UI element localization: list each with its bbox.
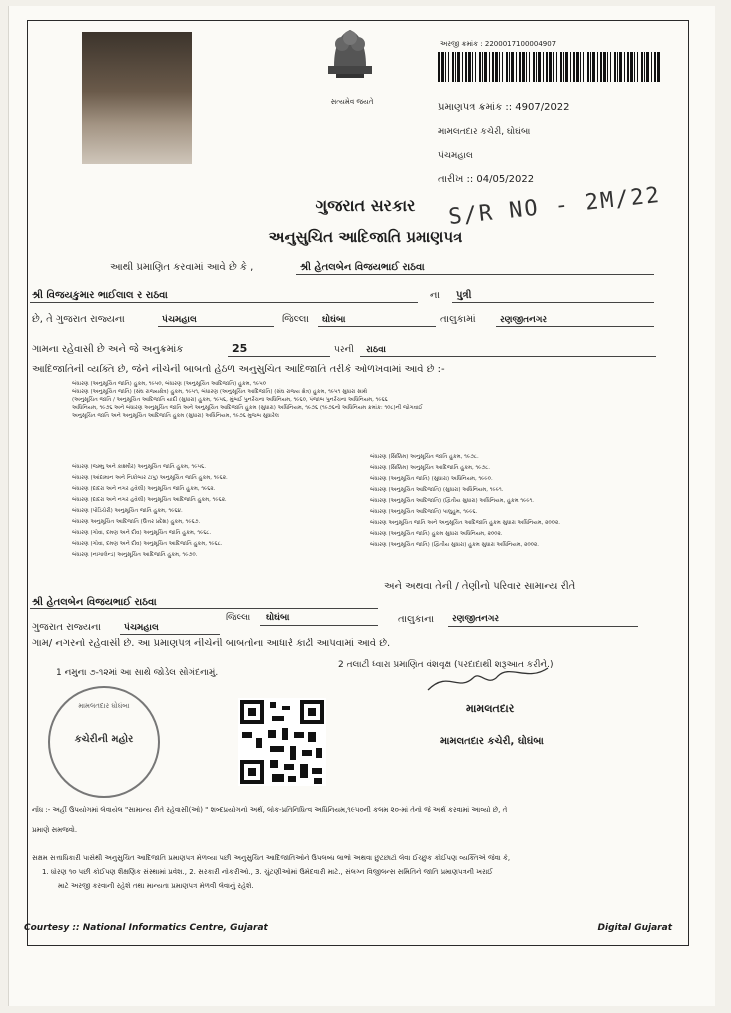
certificate-number: પ્રમાણપત્ર ક્રમાંક :: 4907/2022 [438, 102, 570, 113]
office-line-1: મામલતદાર કચેરી, ઘોઘંબા [438, 127, 531, 137]
certify-text: આથી પ્રમાણિત કરવામાં આવે છે કે , [110, 262, 254, 273]
order-item: બંધારણ (દાદરા અને નગર હવેલી) અનુસૂચિત જાતિ હુકમ, ૧૯૬૨. [72, 486, 216, 492]
order-item: બંધારણ (અનુસૂચિત આદિજાતિ) (સુધારા) અધિનિયમ, ૧૯૯૧. [370, 487, 504, 493]
order-item: બંધારણ (અનુસૂચિત જાતિ) હુકમ, ૧૯૫૦, બંધારણ (અનુસૂચિત આદિજાતિ) હુકમ, ૧૯૫૦ [72, 381, 267, 387]
certificate-footer [18, 920, 678, 938]
note-3: 1. ધોરણ ૧૦ પછી કોઈપણ શૈક્ષણિક સંસ્થામાં પ્રવેશ., 2. સરકારી નોકરીઓ., 3. ચુંટણીઓમાં ઉમેદવારી માટે., સંલગ્ન વિજીલન્સ સમિતિને જાતિ પ્રમાણપત્રની ખરાઈ [42, 868, 493, 876]
taluka-name: ઘોઘંબા [322, 315, 346, 325]
seal-text: કચેરીની મહોર [74, 734, 134, 745]
note-1b: પ્રમાણે સમજવો. [32, 826, 78, 834]
father-name: શ્રી વિજયકુમાર ભાઈલાલ ર રાઠવા [32, 290, 168, 301]
family-text: અને અથવા તેની / તેણીનો પરિવાર સામાન્ય રીતે [384, 581, 576, 592]
order-item: બંધારણ (અનુસૂચિત આદિજાતિ) (દ્વિતીય સુધારા) અધિનિયમ, હુકમ ૧૯૯૧. [370, 498, 535, 504]
issue-date: તારીખ :: 04/05/2022 [438, 174, 535, 185]
emblem-motto: સત્યમેવ જયતે [330, 98, 374, 106]
seal-ring-text: મામલતદાર ઘોઘંબા [78, 702, 130, 710]
order-item: બંધારણ (અનુસૂચિત જાતિ) (સંઘ રાજ્યક્ષેત્ર) હુકમ, ૧૯૫૧, બંધારણ (અનુસૂચિત આદિજાતિ) (સંઘ રાજ્ય ક્ષેત્ર) હુકમ, ૧૯૫૧ સુધારા સાથે [72, 389, 368, 395]
national-emblem-icon [318, 20, 382, 96]
note-4: માટે અરજી કરવાની રહેશે તથા માન્યતા પ્રમાણપત્ર મેળવી લેવાનું રહેશે. [58, 882, 254, 890]
order-item: બંધારણ (જમ્મુ અને કાશ્મીર) અનુસૂચિત જાતિ હુકમ, ૧૯૫૬. [72, 464, 206, 470]
order-item: બંધારણ (પોંડિચેરી) અનુસૂચિત જાતિ હુકમ, ૧૯૬૪. [72, 508, 183, 514]
district-name: પંચમહાલ [162, 315, 197, 325]
relation: પુત્રી [456, 290, 472, 301]
family-resident-text: ગામ/ નગરનો રહેવાસી છે. આ પ્રમાણપત્ર નીચેની બાબતોના આધારે કાઢી આપવામાં આવે છે. [32, 638, 391, 649]
office-seal [48, 686, 160, 798]
order-item: બંધારણ (અનુસૂચિત જાતિ) (દ્વિતીય સુધારા) હુકમ સુધારા અધિનિયમ, ૨૦૦૨. [370, 542, 539, 548]
person-name: શ્રી હેતલબેન વિજયભાઈ રાઠવા [300, 262, 425, 273]
order-item: બંધારણ અનુસૂચિત જાતિ અને અનુસૂચિત આદિજાતિ હુકમ સુધારા અધિનિયમ, ૨૦૦૨. [370, 520, 560, 526]
signatory-designation: મામલતદાર [466, 702, 515, 715]
caste-name: રાઠવા [366, 345, 386, 355]
order-item: બંધારણ (દાદરા અને નગર હવેલી) અનુસૂચિત આદિજાતિ હુકમ, ૧૯૬૨. [72, 497, 227, 503]
orders-top-list [72, 380, 652, 420]
certificate-title: અનુસુચિત આદિજાતિ પ્રમાણપત્ર [268, 228, 463, 246]
family-taluka-label: તાલુકાના [398, 614, 435, 625]
tribe-statement: આદિજાતિની વ્યક્તિ છે, જેને નીચેની બાબતો હેઠળ અનુસુચિત આદિજાતિ તરીકે ઓળખવામાં આવે છે :- [32, 364, 445, 375]
order-item: બંધારણ (અનુસૂચિત જાતિ) હુકમ સુધારા અધિનિયમ, ૨૦૦૨. [370, 531, 503, 537]
family-district: પંચમહાલ [124, 623, 159, 633]
district-label: જિલ્લા [282, 314, 309, 325]
signature-icon [418, 660, 558, 700]
applicant-photo [82, 32, 192, 164]
government-title: ગુજરાત સરકાર [315, 196, 416, 215]
family-person-name: શ્રી હેતલબેન વિજયભાઈ રાઠવા [32, 597, 157, 608]
order-item: બંધારણ (સિક્કિમ) અનુસૂચિત આદિજાતિ હુકમ, ૧૯૭૮. [370, 465, 491, 471]
state-label: છે, તે ગુજરાત રાજ્યના [32, 314, 125, 325]
order-item: બંધારણ (આંદામાન અને નિકોબાર ટાપુ) અનુસૂચિત જાતિ હુકમ, ૧૯૬૨. [72, 475, 228, 481]
order-item: (અનુસૂચિત જાતિ / અનુસૂચિત આદિજાતિ યાદી (સુધારા) હુકમ, ૧૯૫૬, મુંબઈ પુનર્રચના અધિનિયમ, ૧૯૬૦, પંજાબ પુનર્રચના અધિનિયમ, ૧૯૬૬ [72, 397, 388, 403]
order-item: બંધારણ (અનુસૂચિત જાતિ) (સુધારા) અધિનિયમ, ૧૯૯૦. [370, 476, 493, 482]
order-item: બંધારણ (ગોવા, દમણ અને દીવ) અનુસૂચિત આદિજાતિ હુકમ, ૧૯૬૮. [72, 541, 223, 547]
orders-left-list [72, 462, 342, 561]
family-state-label: ગુજરાત રાજ્યના [32, 622, 101, 633]
digital-gujarat-brand: Digital Gujarat [597, 923, 672, 933]
note-2: સક્ષમ સત્તાધિકારી પાસેથી અનુસુચિત આદિજાતિ પ્રમાણપત્ર મેળવ્યા પછી અનુસુચિત આદિજાતિઓને ઉપલબ્ધ લાભો અથવા છુટછાટો લેવા ઈચ્છુક કોઈપણ વ્યક્તિએ જેવા કે, [32, 854, 511, 862]
signatory-office: મામલતદાર કચેરી, ઘોઘંબા [440, 736, 544, 747]
application-number: અરજી ક્રમાંક : 2200017100004907 [440, 40, 557, 48]
office-line-2: પંચમહાલ [438, 151, 473, 161]
serial-number: 25 [232, 342, 248, 355]
order-item: બંધારણ (અનુસૂચિત આદિજાતિ) પાલુહુમ, ૧૯૯૬. [370, 509, 478, 515]
order-item: બંધારણ (નાગાલેન્ડ) અનુસૂચિત આદિજાતિ હુકમ, ૧૯૭૦. [72, 552, 198, 558]
basis-item-1: 1 નમુના ૭-૧૨માં આ સાથે જોડેલ સોગંદનામું. [56, 668, 219, 678]
order-item: અનુસૂચિત જાતિ અને અનુસૂચિત આદિજાતિ હુકમ (સુધારા) અધિનિયમ, ૧૯૭૬ મુજબ સુધારેલ [72, 413, 279, 419]
na-label: ના [430, 290, 440, 301]
taluka-label: તાલુકામાં [440, 314, 476, 325]
resident-label: ગામના રહેવાસી છે અને જે અનુક્રમાંક [32, 344, 184, 355]
barcode-icon [438, 52, 660, 82]
village-name: રણજીતનગર [500, 315, 548, 325]
order-item: બંધારણ (ગોવા, દમણ અને દીવ) અનુસૂચિત જાતિ હુકમ, ૧૯૬૮. [72, 530, 212, 536]
qr-code-icon [238, 698, 326, 786]
order-item: બંધારણ અનુસૂચિત આદિજાતિ (ઉત્તર પ્રદેશ) હુકમ, ૧૯૬૭. [72, 519, 201, 525]
courtesy-text: Courtesy :: National Informatics Centre, Gujarat [24, 923, 268, 933]
caste-label: પરની [334, 345, 354, 355]
orders-right-list [370, 452, 660, 551]
order-item: બંધારણ (સિક્કિમ) અનુસૂચિત જાતિ હુકમ, ૧૯૭૮. [370, 454, 479, 460]
note-1: નોંધ :- અહીં ઉપયોગમાં લેવાયેલ "સામાન્ય રીતે રહેવાસી(ઓ) " શબ્દપ્રયોગનો અર્થ, લોક-પ્રતિનિધિત્વ અધિનિયમ,૧૯૫૦ની કલમ ૨૦-માં તેનો જે અર્થ કરવામાં આવ્યો છે, તે [32, 806, 508, 814]
family-district-label: જિલ્લા [226, 613, 251, 623]
family-taluka: ઘોઘંબા [266, 613, 290, 623]
basis-item-2: 2 તલાટી ધ્વારા પ્રમાણિત વંશવૃક્ષ (પરદાદાથી શરૂઆત કરીને.) [338, 660, 554, 670]
handwritten-reference: S/R NO - 2M/22 [447, 182, 663, 231]
family-village: રણજીતનગર [452, 614, 500, 624]
order-item: અધિનિયમ, ૧૯૭૬ અને બંધારણ અનુસૂચિત જાતિ અને અનુસૂચિત આદિજાતિ હુકમ (સુધારા) અધિનિયમ, ૧૯૭૬ (૧૯૭૬નો અધિનિયમ ક્રમાંક: ૧૦૮)ની જોગવાઈ [72, 405, 423, 411]
